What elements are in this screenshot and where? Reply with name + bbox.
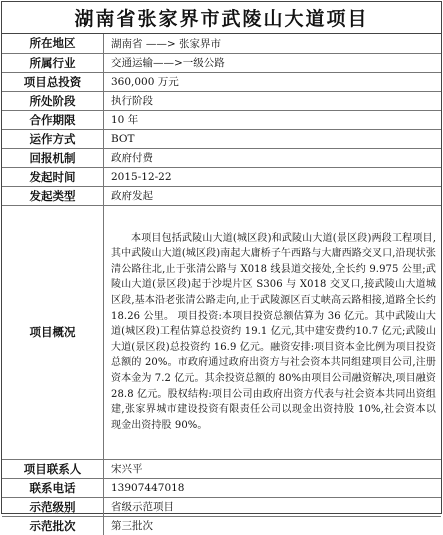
stage-value: 执行阶段 <box>104 91 442 110</box>
term-value: 10 年 <box>104 110 442 129</box>
row-demo-batch <box>2 516 441 535</box>
return-mechanism-value: 政府付费 <box>104 148 442 167</box>
project-info-sheet <box>1 1 442 533</box>
row-stage <box>2 91 441 110</box>
row-term <box>2 110 441 129</box>
stage-label: 所处阶段 <box>2 91 104 110</box>
row-operation-mode <box>2 129 441 148</box>
page-title: 湖南省张家界市武陵山大道项目 <box>2 2 441 34</box>
region-label: 所在地区 <box>2 34 104 53</box>
row-phone <box>2 478 441 497</box>
operation-mode-value: BOT <box>104 129 442 148</box>
overview-cell <box>104 205 442 459</box>
overview-text: 本项目包括武陵山大道(城区段)和武陵山大道(景区段)两段工程项目,其中武陵山大道(城区段)南起大庸桥子午西路与大庸西路交叉口,沿现状张清公路往北,止于张清公路与 X018 线县道交接处,全长约 9.975 公里;武陵山大道(景区段)起于沙堤片区 S306 与 X018 交叉口,接武陵山大道城区段,基本沿老张清公路走向,止于武陵源区百丈峡高云路相接,道路全长约18.26 公里。 项目投资:本项目投资总额估算为 36 亿元。其中武陵山大道(城区段)工程估算总投资约 19.1 亿元,其中建安费约10.7 亿元;武陵山大道(景区段)总投资约 16.9 亿元。融资安排:项目资本金比例为项目投资总额的 20%。市政府通过政府出资方与社会资本共同组建项目公司,注册资本金为 7.2 亿元。其余投资总额的 80%由项目公司融资解决,项目融资 28.8 亿元。股权结构:项目公司由政府出资方代表与社会资本共同出资组建,张家界城市建设投资有限责任公司以现金出资持股 10%,社会资本以现金出资持股 90%。 <box>111 232 436 431</box>
row-return-mechanism <box>2 148 441 167</box>
total-investment-value: 360,000 万元 <box>104 72 442 91</box>
return-mechanism-label: 回报机制 <box>2 148 104 167</box>
demo-level-value: 省级示范项目 <box>104 497 442 516</box>
row-total-investment <box>2 72 441 91</box>
region-value: 湖南省 ——> 张家界市 <box>111 37 221 50</box>
row-demo-level <box>2 497 441 516</box>
industry-value: 交通运输——>一级公路 <box>104 53 442 72</box>
launch-type-value: 政府发起 <box>104 186 442 205</box>
overview-label: 项目概况 <box>2 205 104 459</box>
demo-level-label: 示范级别 <box>2 497 104 516</box>
contact-person-label: 项目联系人 <box>2 459 104 478</box>
row-region <box>2 34 441 53</box>
phone-value: 13907447018 <box>104 478 442 497</box>
row-contact-person <box>2 459 441 478</box>
operation-mode-label: 运作方式 <box>2 129 104 148</box>
launch-date-label: 发起时间 <box>2 167 104 186</box>
phone-label: 联系电话 <box>2 478 104 497</box>
row-launch-type <box>2 186 441 205</box>
demo-batch-label: 示范批次 <box>2 516 104 535</box>
project-info-table <box>2 34 441 535</box>
term-label: 合作期限 <box>2 110 104 129</box>
row-launch-date <box>2 167 441 186</box>
industry-label: 所属行业 <box>2 53 104 72</box>
contact-person-value: 宋兴平 <box>104 459 442 478</box>
launch-type-label: 发起类型 <box>2 186 104 205</box>
row-overview <box>2 205 441 459</box>
launch-date-value: 2015-12-22 <box>104 167 442 186</box>
demo-batch-value: 第三批次 <box>104 516 442 535</box>
row-industry <box>2 53 441 72</box>
total-investment-label: 项目总投资 <box>2 72 104 91</box>
